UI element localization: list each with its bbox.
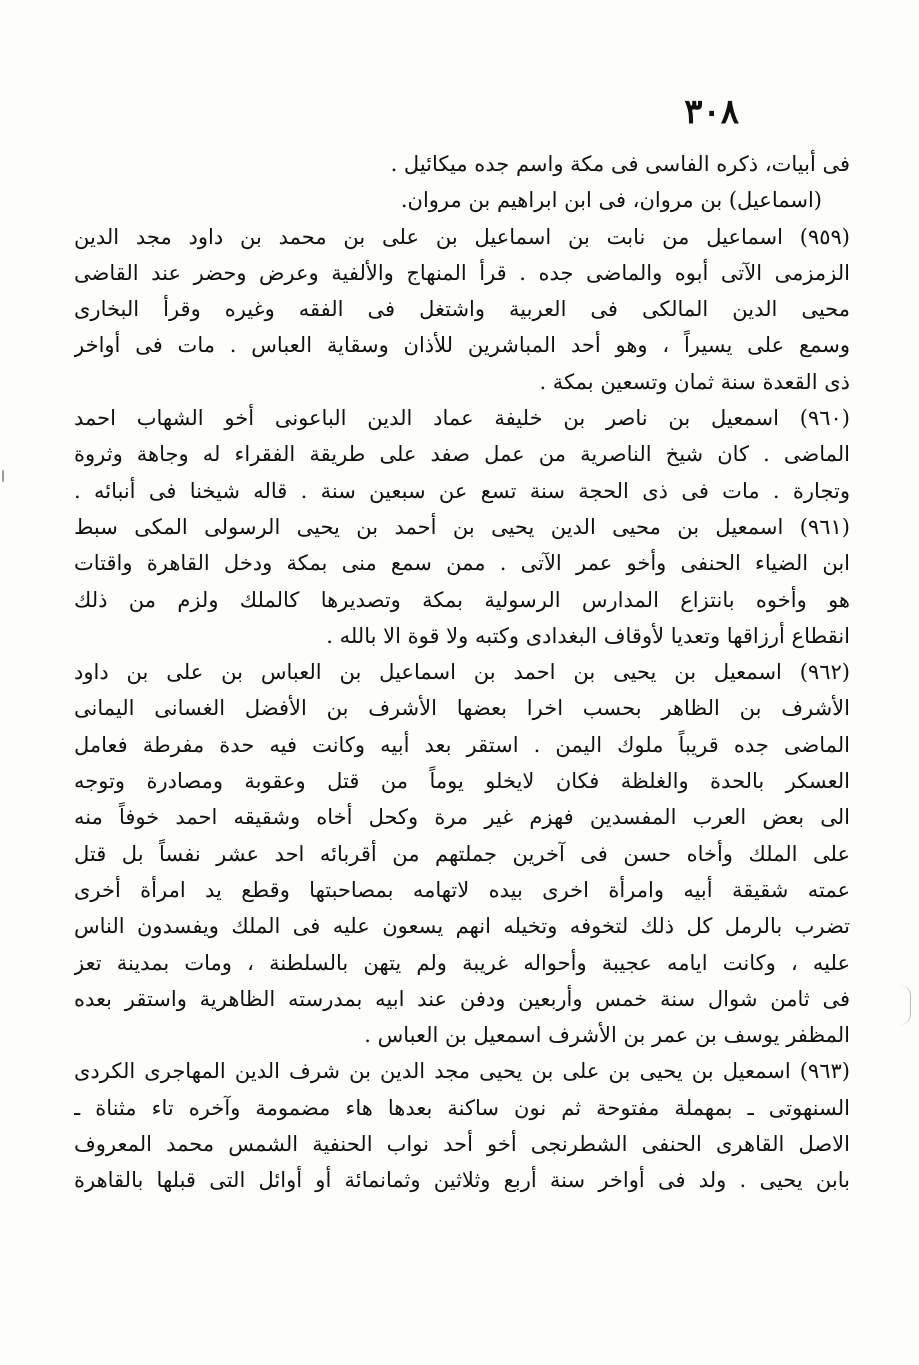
text-line: عمته شقيقة أبيه وامرأة اخرى بيده لاتهامه بمصاحبتها وقطع يد امرأة أخرى	[74, 877, 850, 902]
text-line: ابن الضياء الحنفى وأخو عمر الآتى . ممن سمع منى بمكة ودخل القاهرة واقتات	[74, 551, 850, 576]
text-line: هو وأخوه بانتزاع المدارس الرسولية بمكة وتصديرها كالملك ولزم من ذلك	[74, 587, 850, 612]
text-line: على الملك وأخاه حسن فى آخرين جملتهم من أقربائه احد عشر نفساً بل قتل	[74, 841, 850, 866]
text-line: الماضى جده قريباً ملوك اليمن . استقر بعد أبيه وكانت فيه حدة مفرطة فعامل	[74, 732, 850, 757]
text-line: (اسماعيل) بن مروان، فى ابن ابراهيم بن مروان.	[400, 188, 822, 213]
text-line: السنهوتى ـ بمهملة مفتوحة ثم نون ساكنة بعدها هاء مضمومة وآخره تاء مثناة ـ	[74, 1095, 850, 1120]
text-line: ذى القعدة سنة ثمان وتسعين بمكة .	[539, 369, 850, 394]
text-line: العسكر بالحدة والغلظة فكان لايخلو يوماً من قتل وعقوبة ومصادرة وتوجه	[74, 769, 850, 794]
entry-heading-line: (٩٦٢) اسمعيل بن يحيى بن احمد بن اسماعيل بن العباس بن على بن داود	[74, 660, 850, 685]
text-line: فى ثامن شوال سنة خمس وأربعين ودفن عند ابيه بمدرسته الظاهرية واستقر بعده	[74, 986, 850, 1011]
text-line: الماضى . كان شيخ الناصرية من عمل صفد على طريقة الفقراء له وجاهة وثروة	[74, 442, 850, 467]
text-line: محيى الدين المالكى فى العربية واشتغل فى الفقه وغيره وقرأ البخارى	[74, 297, 850, 322]
text-line: بابن يحيى . ولد فى أواخر سنة أربع وثلاثين وثمانمائة أو أوائل التى قبلها بالقاهرة	[74, 1168, 850, 1193]
text-line: المظفر يوسف بن عمر بن الأشرف اسمعيل بن العباس .	[364, 1023, 850, 1048]
scan-speck	[2, 470, 4, 482]
body-text	[74, 146, 850, 1199]
scan-margin-mark	[900, 985, 911, 1025]
text-line: وسمع على يسيراً ، وهو أحد المباشرين للأذان وسقاية العباس . مات فى أواخر	[74, 333, 850, 358]
text-line: الأشرف بن الظاهر بحسب اخرا بعضها الأشرف بن الأفضل الغسانى اليمانى	[74, 696, 850, 721]
page-number: ٣٠٨	[684, 92, 739, 132]
text-line: تضرب بالرمل كل ذلك لتخوفه وتخيله انهم يسعون عليه فى الملك ويفسدون الناس	[74, 914, 850, 939]
text-line: الزمزمى الآتى أبوه والماضى جده . قرأ المنهاج والألفية وعرض وحضر عند القاضى	[74, 260, 850, 285]
entry-heading-line: (٩٦٠) اسمعيل بن ناصر بن خليفة عماد الدين الباعونى أخو الشهاب احمد	[74, 406, 850, 431]
text-line: الاصل القاهرى الحنفى الشطرنجى أخو أحد نواب الحنفية الشمس محمد المعروف	[74, 1132, 850, 1157]
entry-heading-line: (٩٥٩) اسماعيل من نابت بن اسماعيل بن على بن محمد بن داود مجد الدين	[74, 224, 850, 249]
text-line: عليه ، وكانت ايامه عجيبة وأحواله غريبة ولم يتهن بالسلطنة ، ومات بمدينة تعز	[74, 950, 850, 975]
entry-heading-line: (٩٦١) اسمعيل بن محيى الدين يحيى بن أحمد بن يحيى الرسولى المكى سبط	[74, 514, 850, 539]
entry-heading-line: (٩٦٣) اسمعيل بن يحيى بن على بن يحيى مجد الدين بن شرف الدين المهاجرى الكردى	[74, 1059, 850, 1084]
text-line: فى أبيات، ذكره الفاسى فى مكة واسم جده ميكائيل .	[390, 152, 850, 176]
text-line: وتجارة . مات فى ذى الحجة سنة تسع عن سبعين سنة . قاله شيخنا فى أنبائه .	[74, 478, 850, 503]
text-line: الى بعض العرب المفسدين فهزم غير مرة وكحل أخاه وشقيقه احمد خوفاً منه	[74, 805, 850, 830]
text-line: انقطاع أرزاقها وتعديا لأوقاف البغدادى وكتبه ولا قوة الا بالله .	[326, 623, 850, 648]
